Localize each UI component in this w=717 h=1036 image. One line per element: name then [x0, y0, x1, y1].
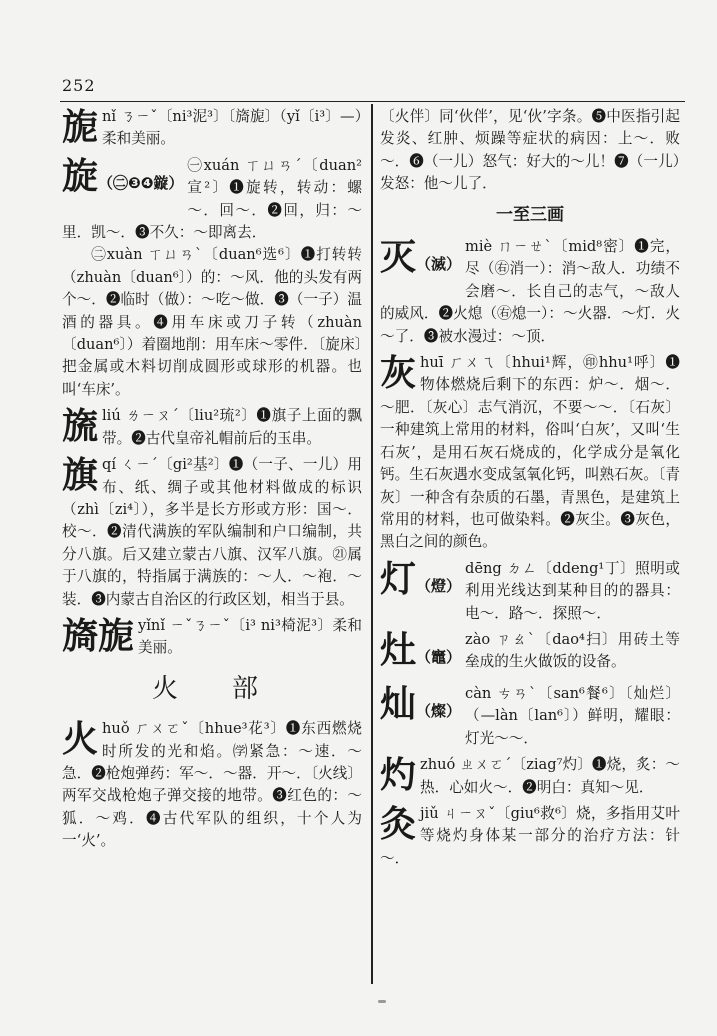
- entry-huo: [62, 718, 362, 852]
- entry-can: [380, 683, 680, 750]
- definition-sense-2: ㊁xuàn ㄒㄩㄢˋ〔duan⁶选⁶〕❶打转转（zhuàn〔duan⁶〕）的：～风．他的头发有两个～．❷临时（做）：～吃～做．❸（一子）温酒的器具。❹用车床或刀子转（zhuàn〔duan⁶〕）着圈地削：用车床～零件．〔旋床〕把金属或木料切削成圆形或球形的机器。也叫‘车床’。: [62, 246, 362, 398]
- print-mark: [378, 1000, 386, 1003]
- subsection-title: 一至三画: [496, 204, 564, 225]
- headword: 灶（竈）: [380, 629, 462, 671]
- entry-deng: [380, 558, 680, 625]
- headword: 灭（滅）: [380, 237, 462, 279]
- entry-ni: [62, 106, 362, 151]
- entry-hui: [380, 352, 680, 554]
- headword: 旗: [62, 455, 99, 497]
- headword: 灼: [380, 755, 417, 797]
- definition: miè ㄇㄧㄝˋ〔mid⁸密〕❶完，尽（㊨消一）：消～敌人．功绩不会磨～．长自己的志气，～敌人的威风．❷火熄（㊨熄一）：～火器．～灯．火～了．❸被水漫过：～顶．: [380, 238, 680, 345]
- entry-zhuo: [380, 754, 680, 799]
- headword: 灿（燦）: [380, 683, 462, 725]
- left-column: [62, 106, 362, 986]
- entry-xuan: [62, 155, 362, 401]
- entry-mie: [380, 236, 680, 348]
- headword: 旒: [62, 406, 99, 448]
- definition: nǐ ㄋㄧˇ〔ni³泥³〕〔旖旎〕（yǐ〔i³〕—）柔和美丽。: [102, 108, 362, 148]
- definition: qí ㄑㄧˊ〔gi²基²〕❶（一子、一儿）用布、纸、绸子或其他材料做成的标识（zhì〔zi⁴〕），多半是长方形或方形：国～．校～．❷清代满族的军队编制和户口编制，共分八旗。后又建立蒙古八旗、汉军八旗。㉑属于八旗的，特指属于满族的：～人．～袍．～装．❸内蒙古自治区的行政区划，相当于县。: [62, 456, 362, 608]
- headword: 旖旎: [62, 615, 135, 657]
- entry-continuation: 〔火伴〕同‘伙伴’，见‘伙’字条。❺中医指引起发炎、红肿、烦躁等症状的病因：上～．败～．❻（一儿）怒气：好大的～儿！❼（一儿）发怒：他～儿了．: [380, 108, 680, 193]
- variant-form: （㊁❸❹鏇）: [98, 173, 184, 192]
- variant-form: （滅）: [416, 255, 462, 274]
- entry-jiu: [380, 803, 680, 870]
- headword: 旎: [62, 107, 99, 148]
- definition: yǐnǐ ㄧˇㄋㄧˇ〔i³ ni³椅泥³〕柔和美丽。: [138, 616, 362, 657]
- headword: 火: [62, 719, 99, 761]
- variant-form: （燈）: [416, 576, 462, 595]
- headword: 灰: [380, 353, 417, 395]
- definition: huǒ ㄏㄨㄛˇ〔hhue³花³〕❶东西燃烧时所发的光和焰。㈻紧急：～速．～急．❷枪炮弹药：军～．～器．开～．〔火线〕两军交战枪炮子弹交接的地带。❸红色的：～狐．～鸡．❹古代军队的组织，十个人为一‘火’。: [62, 720, 362, 850]
- headword: 灸: [380, 803, 417, 845]
- definition: zào ㄗㄠˋ〔dao⁴扫〕用砖土等垒成的生火做饭的设备。: [465, 630, 680, 671]
- variant-form: （竈）: [416, 647, 462, 666]
- entry-qi: [62, 454, 362, 611]
- header-rule: [60, 101, 685, 102]
- definition: jiǔ ㄐㄧㄡˇ〔giu⁶救⁶〕烧，多指用艾叶等烧灼身体某一部分的治疗方法：针～．: [380, 804, 680, 867]
- entry-liu: [62, 405, 362, 450]
- definition: liú ㄌㄧㄡˊ〔liu²琉²〕❶旗子上面的飘带。❷古代皇帝礼帽前后的玉串。: [102, 407, 362, 447]
- column-divider: [371, 104, 373, 984]
- page-number: 252: [62, 76, 96, 95]
- headword: 灯（燈）: [380, 558, 462, 600]
- headword: 旋（㊁❸❹鏇）: [62, 155, 184, 197]
- definition: huī ㄏㄨㄟ〔hhui¹辉，㊞hhu¹呼〕❶物体燃烧后剩下的东西：炉～．烟～．～肥．〔灰心〕志气消沉，不要～～．〔石灰〕一种建筑上常用的材料，俗叫‘白灰’，又叫‘生石灰’，是用石灰石烧成的，化学成分是氧化钙。生石灰遇水变成氢氧化钙，叫熟石灰。〔青灰〕一种含有杂质的石墨，青黑色，是建筑上常用的材料，也可做染料。❷灰尘。❸灰色，黑白之间的颜色。: [380, 354, 680, 551]
- definition: ㊀xuán ㄒㄩㄢˊ〔duan²宣²〕❶旋转，转动：螺～．回～．❷回，归：～里．凯～．❸不久：～即离去．: [62, 156, 362, 242]
- section-title: 火 部: [151, 673, 272, 704]
- entry-zao: [380, 629, 680, 679]
- right-column: [380, 106, 680, 986]
- definition: càn ㄘㄢˋ〔san⁶餐⁶〕〔灿烂〕（—làn〔lan⁶〕）鲜明，耀眼：灯光～～．: [465, 684, 680, 747]
- definition: zhuó ㄓㄨㄛˊ〔ziag⁷灼〕❶烧，炙：～热．心如火～．❷明白：真知～见．: [420, 756, 680, 796]
- definition: dēng ㄉㄥ〔ddeng¹丁〕照明或利用光线达到某种目的的器具：电～．路～．探照～．: [465, 559, 680, 622]
- variant-form: （燦）: [416, 701, 462, 720]
- entry-yini: [62, 615, 362, 660]
